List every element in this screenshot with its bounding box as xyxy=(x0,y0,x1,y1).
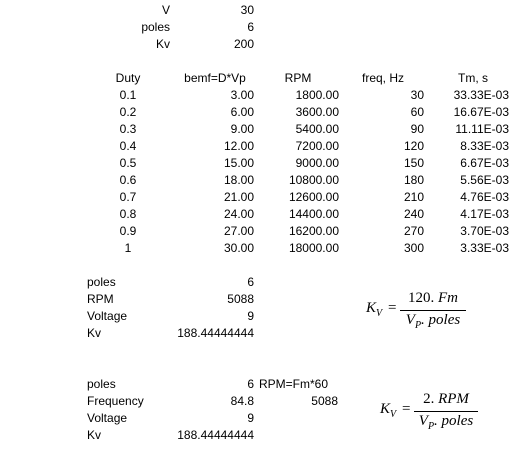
cell-rpm[interactable]: 9000.00 xyxy=(295,156,339,170)
cell-duty[interactable]: 0.1 xyxy=(119,88,137,102)
cell-rpm[interactable]: 12600.00 xyxy=(288,190,339,204)
cell-freq[interactable]: 60 xyxy=(410,105,424,119)
cell-freq[interactable]: 300 xyxy=(403,241,424,255)
cell-bemf[interactable]: 6.00 xyxy=(230,105,254,119)
cell-bemf[interactable]: 18.00 xyxy=(223,173,254,187)
cell-bemf[interactable]: 24.00 xyxy=(223,207,254,221)
cell-tm[interactable]: 4.76E-03 xyxy=(460,190,509,204)
cell-duty[interactable]: 0.9 xyxy=(119,224,137,238)
cell-bemf[interactable]: 27.00 xyxy=(223,224,254,238)
formula-lhs: $K_V$ xyxy=(380,401,397,420)
cell-tm[interactable]: 11.11E-03 xyxy=(455,122,509,136)
header-tm: Tm, s xyxy=(458,71,488,85)
cell-freq[interactable]: 150 xyxy=(403,156,424,170)
value-rpm[interactable]: 5088 xyxy=(227,292,254,306)
cell-tm[interactable]: 33.33E-03 xyxy=(453,88,509,102)
cell-tm[interactable]: 6.67E-03 xyxy=(460,156,509,170)
cell-tm[interactable]: 4.17E-03 xyxy=(460,207,509,221)
formula-lhs: $K_V$ xyxy=(366,300,383,319)
cell-duty[interactable]: 0.8 xyxy=(119,207,137,221)
cell-freq[interactable]: 120 xyxy=(403,139,424,153)
header-bemf: bemf=D*Vp xyxy=(184,71,246,85)
param-label-v: V xyxy=(161,3,170,17)
cell-freq[interactable]: 270 xyxy=(403,224,424,238)
formula-equals: = xyxy=(388,300,397,316)
cell-bemf[interactable]: 9.00 xyxy=(230,122,254,136)
label-kv: Kv xyxy=(87,326,102,340)
value-frequency[interactable]: 84.8 xyxy=(230,394,254,408)
formula-denominator: $V_P$. poles xyxy=(405,312,461,331)
param-label-poles: poles xyxy=(141,20,170,34)
header-freq: freq, Hz xyxy=(361,71,404,85)
value-voltage[interactable]: 9 xyxy=(247,309,254,323)
cell-bemf[interactable]: 30.00 xyxy=(223,241,254,255)
fraction-bar xyxy=(400,310,466,311)
formula-denominator: $V_P$. poles xyxy=(418,413,474,432)
cell-duty[interactable]: 1 xyxy=(124,241,132,255)
value-kv[interactable]: 188.44444444 xyxy=(177,428,254,442)
label-kv: Kv xyxy=(87,428,102,442)
formula-numerator: 2. RPM xyxy=(423,391,469,407)
cell-freq[interactable]: 30 xyxy=(410,88,424,102)
cell-bemf[interactable]: 15.00 xyxy=(223,156,254,170)
label-voltage: Voltage xyxy=(87,309,128,323)
cell-rpm[interactable]: 7200.00 xyxy=(295,139,339,153)
cell-freq[interactable]: 90 xyxy=(410,122,424,136)
cell-duty[interactable]: 0.3 xyxy=(119,122,137,136)
cell-duty[interactable]: 0.5 xyxy=(119,156,137,170)
param-value-kv[interactable]: 200 xyxy=(233,37,254,51)
cell-bemf[interactable]: 12.00 xyxy=(223,139,254,153)
cell-rpm[interactable]: 18000.00 xyxy=(288,241,339,255)
cell-tm[interactable]: 3.70E-03 xyxy=(460,224,509,238)
cell-rpm[interactable]: 5400.00 xyxy=(295,122,339,136)
cell-bemf[interactable]: 3.00 xyxy=(230,88,254,102)
cell-freq[interactable]: 210 xyxy=(403,190,424,204)
cell-freq[interactable]: 240 xyxy=(403,207,424,221)
value-poles[interactable]: 6 xyxy=(247,377,254,391)
cell-tm[interactable]: 8.33E-03 xyxy=(460,139,509,153)
cell-rpm[interactable]: 1800.00 xyxy=(295,88,339,102)
formula-numerator: 120. Fm xyxy=(408,290,458,306)
param-value-poles[interactable]: 6 xyxy=(247,20,254,34)
rpm-computed-value[interactable]: 5088 xyxy=(311,394,338,408)
cell-duty[interactable]: 0.2 xyxy=(119,105,137,119)
cell-rpm[interactable]: 10800.00 xyxy=(288,173,339,187)
label-poles: poles xyxy=(87,377,116,391)
label-frequency: Frequency xyxy=(87,394,144,408)
cell-bemf[interactable]: 21.00 xyxy=(223,190,254,204)
param-value-v[interactable]: 30 xyxy=(240,3,254,17)
cell-rpm[interactable]: 3600.00 xyxy=(295,105,339,119)
label-rpm: RPM xyxy=(87,292,114,306)
cell-duty[interactable]: 0.6 xyxy=(119,173,137,187)
cell-rpm[interactable]: 16200.00 xyxy=(288,224,339,238)
kv-formula-rpm xyxy=(380,391,490,435)
cell-tm[interactable]: 16.67E-03 xyxy=(453,105,509,119)
cell-freq[interactable]: 180 xyxy=(403,173,424,187)
header-rpm: RPM xyxy=(284,71,312,85)
formula-equals: = xyxy=(402,401,411,417)
value-kv[interactable]: 188.44444444 xyxy=(177,326,254,340)
value-poles[interactable]: 6 xyxy=(247,275,254,289)
cell-duty[interactable]: 0.4 xyxy=(119,139,137,153)
cell-duty[interactable]: 0.7 xyxy=(119,190,137,204)
cell-tm[interactable]: 3.33E-03 xyxy=(460,241,509,255)
rpm-formula-label: RPM=Fm*60 xyxy=(259,377,329,391)
header-duty: Duty xyxy=(115,71,141,85)
fraction-bar xyxy=(414,411,478,412)
cell-tm[interactable]: 5.56E-03 xyxy=(460,173,509,187)
kv-formula-fm xyxy=(366,290,476,334)
label-poles: poles xyxy=(87,275,116,289)
value-voltage[interactable]: 9 xyxy=(247,411,254,425)
label-voltage: Voltage xyxy=(87,411,128,425)
cell-rpm[interactable]: 14400.00 xyxy=(288,207,339,221)
param-label-kv: Kv xyxy=(155,37,170,51)
